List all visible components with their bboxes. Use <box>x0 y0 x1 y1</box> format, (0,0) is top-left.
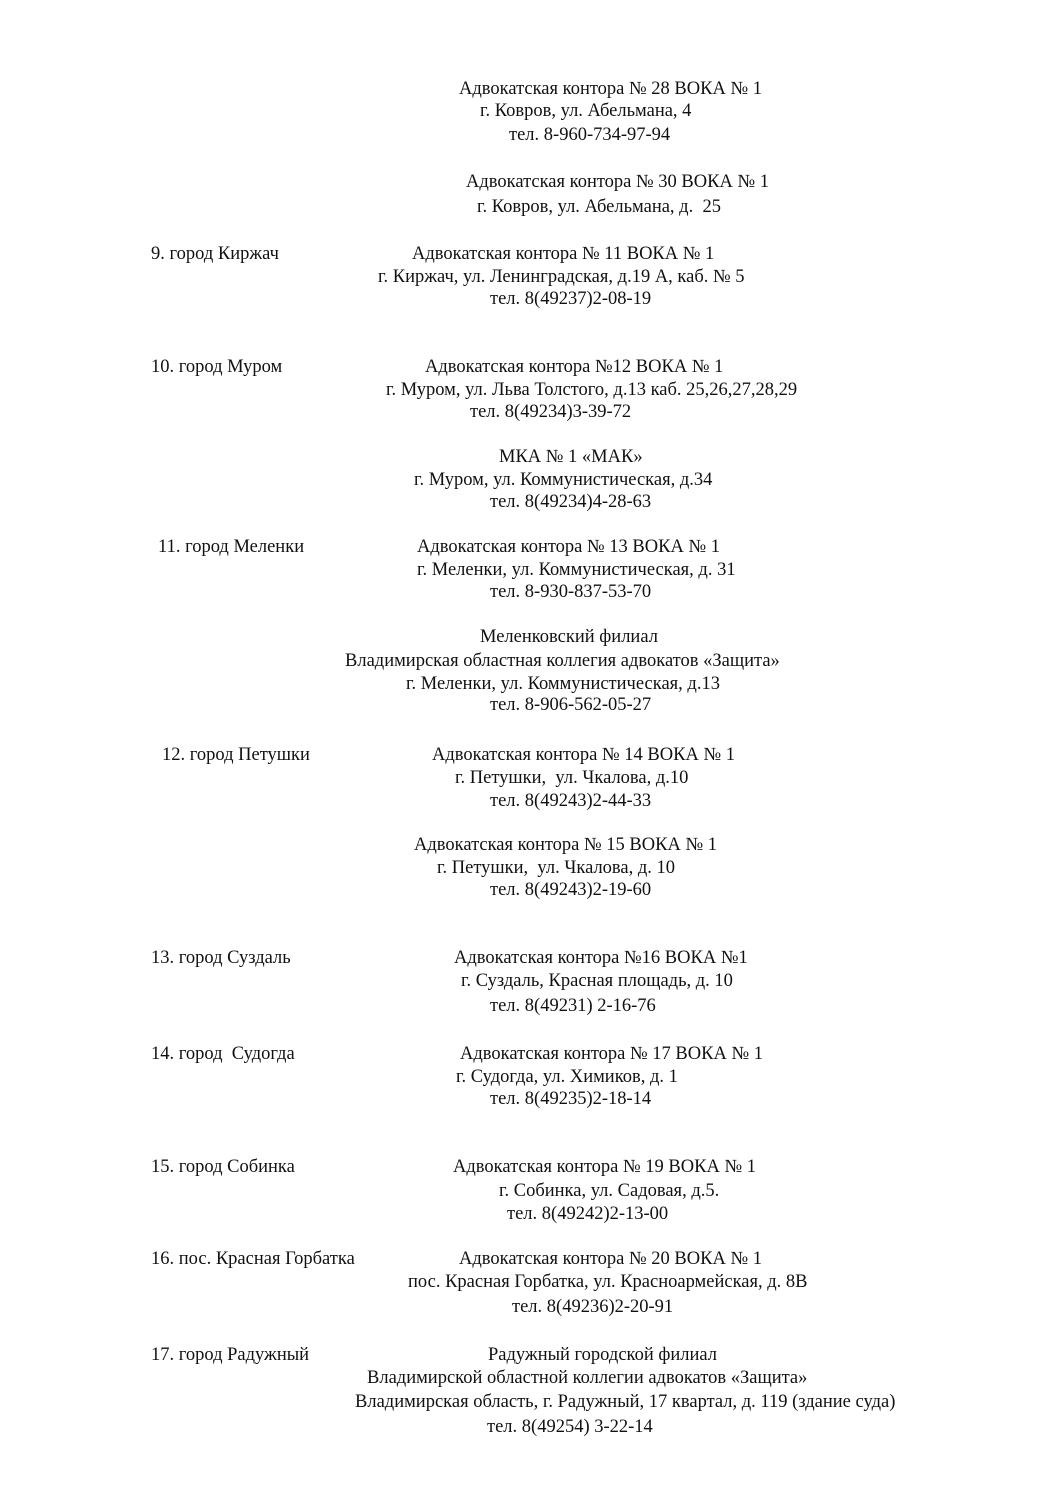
phone-line: тел. 8(49243)2-44-33 <box>490 791 652 811</box>
address-line: Владимирская область, г. Радужный, 17 квартал, д. 119 (здание суда) <box>355 1392 896 1412</box>
city-label: 14. город Судогда <box>151 1044 295 1064</box>
office-name: Радужный городской филиал <box>488 1345 717 1365</box>
phone-line: тел. 8(49234)4-28-63 <box>490 492 652 512</box>
city-label: 9. город Киржач <box>151 244 279 264</box>
phone-line: тел. 8-960-734-97-94 <box>509 125 671 145</box>
office-name: Адвокатская контора № 15 ВОКА № 1 <box>414 835 717 855</box>
address-line: г. Муром, ул. Коммунистическая, д.34 <box>414 470 713 490</box>
phone-line: тел. 8(49236)2-20-91 <box>512 1297 674 1317</box>
city-label: 10. город Муром <box>151 357 283 377</box>
address-line: г. Ковров, ул. Абельмана, 4 <box>480 101 692 121</box>
city-label: 13. город Суздаль <box>151 948 291 968</box>
address-line: г. Петушки, ул. Чкалова, д. 10 <box>437 858 676 878</box>
phone-line: тел. 8(49237)2-08-19 <box>490 289 652 309</box>
address-line: г. Муром, ул. Льва Толстого, д.13 каб. 25,26,27,28,29 <box>386 380 798 400</box>
phone-line: тел. 8(49235)2-18-14 <box>490 1089 652 1109</box>
office-name: Адвокатская контора №16 ВОКА №1 <box>454 948 748 968</box>
city-label: 12. город Петушки <box>162 745 310 765</box>
address-line: г. Петушки, ул. Чкалова, д.10 <box>455 768 689 788</box>
address-line: пос. Красная Горбатка, ул. Красноармейская, д. 8В <box>408 1272 808 1292</box>
phone-line: тел. 8(49234)3-39-72 <box>470 402 632 422</box>
address-line: г. Судогда, ул. Химиков, д. 1 <box>456 1067 678 1087</box>
office-name: Адвокатская контора № 28 ВОКА № 1 <box>459 79 762 99</box>
address-line: г. Меленки, ул. Коммунистическая, д.13 <box>406 674 720 694</box>
office-name: Адвокатская контора № 20 ВОКА № 1 <box>459 1249 762 1269</box>
office-name: Адвокатская контора № 11 ВОКА № 1 <box>412 244 715 264</box>
address-line: Владимирская областная коллегия адвокатов «Защита» <box>345 651 780 671</box>
phone-line: тел. 8-906-562-05-27 <box>490 695 652 715</box>
address-line: Владимирской областной коллегии адвокатов «Защита» <box>367 1368 808 1388</box>
phone-line: тел. 8(49242)2-13-00 <box>507 1204 669 1224</box>
phone-line: тел. 8-930-837-53-70 <box>490 582 652 602</box>
city-label: 15. город Собинка <box>151 1157 295 1177</box>
office-name: Адвокатская контора № 17 ВОКА № 1 <box>460 1044 763 1064</box>
office-name: Адвокатская контора №12 ВОКА № 1 <box>425 357 724 377</box>
office-name: Адвокатская контора № 19 ВОКА № 1 <box>453 1157 756 1177</box>
city-label: 11. город Меленки <box>158 537 305 557</box>
phone-line: тел. 8(49254) 3-22-14 <box>487 1417 653 1437</box>
address-line: г. Киржач, ул. Ленинградская, д.19 А, каб. № 5 <box>378 267 745 287</box>
office-name: Меленковский филиал <box>480 627 658 647</box>
phone-line: тел. 8(49231) 2-16-76 <box>490 996 656 1016</box>
address-line: г. Ковров, ул. Абельмана, д. 25 <box>477 197 721 217</box>
city-label: 16. пос. Красная Горбатка <box>151 1249 355 1269</box>
address-line: г. Собинка, ул. Садовая, д.5. <box>499 1181 720 1201</box>
office-name: Адвокатская контора № 30 ВОКА № 1 <box>466 172 769 192</box>
office-name: МКА № 1 «МАК» <box>499 447 643 467</box>
address-line: г. Суздаль, Красная площадь, д. 10 <box>461 971 733 991</box>
office-name: Адвокатская контора № 13 ВОКА № 1 <box>417 537 720 557</box>
office-name: Адвокатская контора № 14 ВОКА № 1 <box>432 745 735 765</box>
phone-line: тел. 8(49243)2-19-60 <box>490 880 652 900</box>
address-line: г. Меленки, ул. Коммунистическая, д. 31 <box>417 560 736 580</box>
city-label: 17. город Радужный <box>151 1345 310 1365</box>
